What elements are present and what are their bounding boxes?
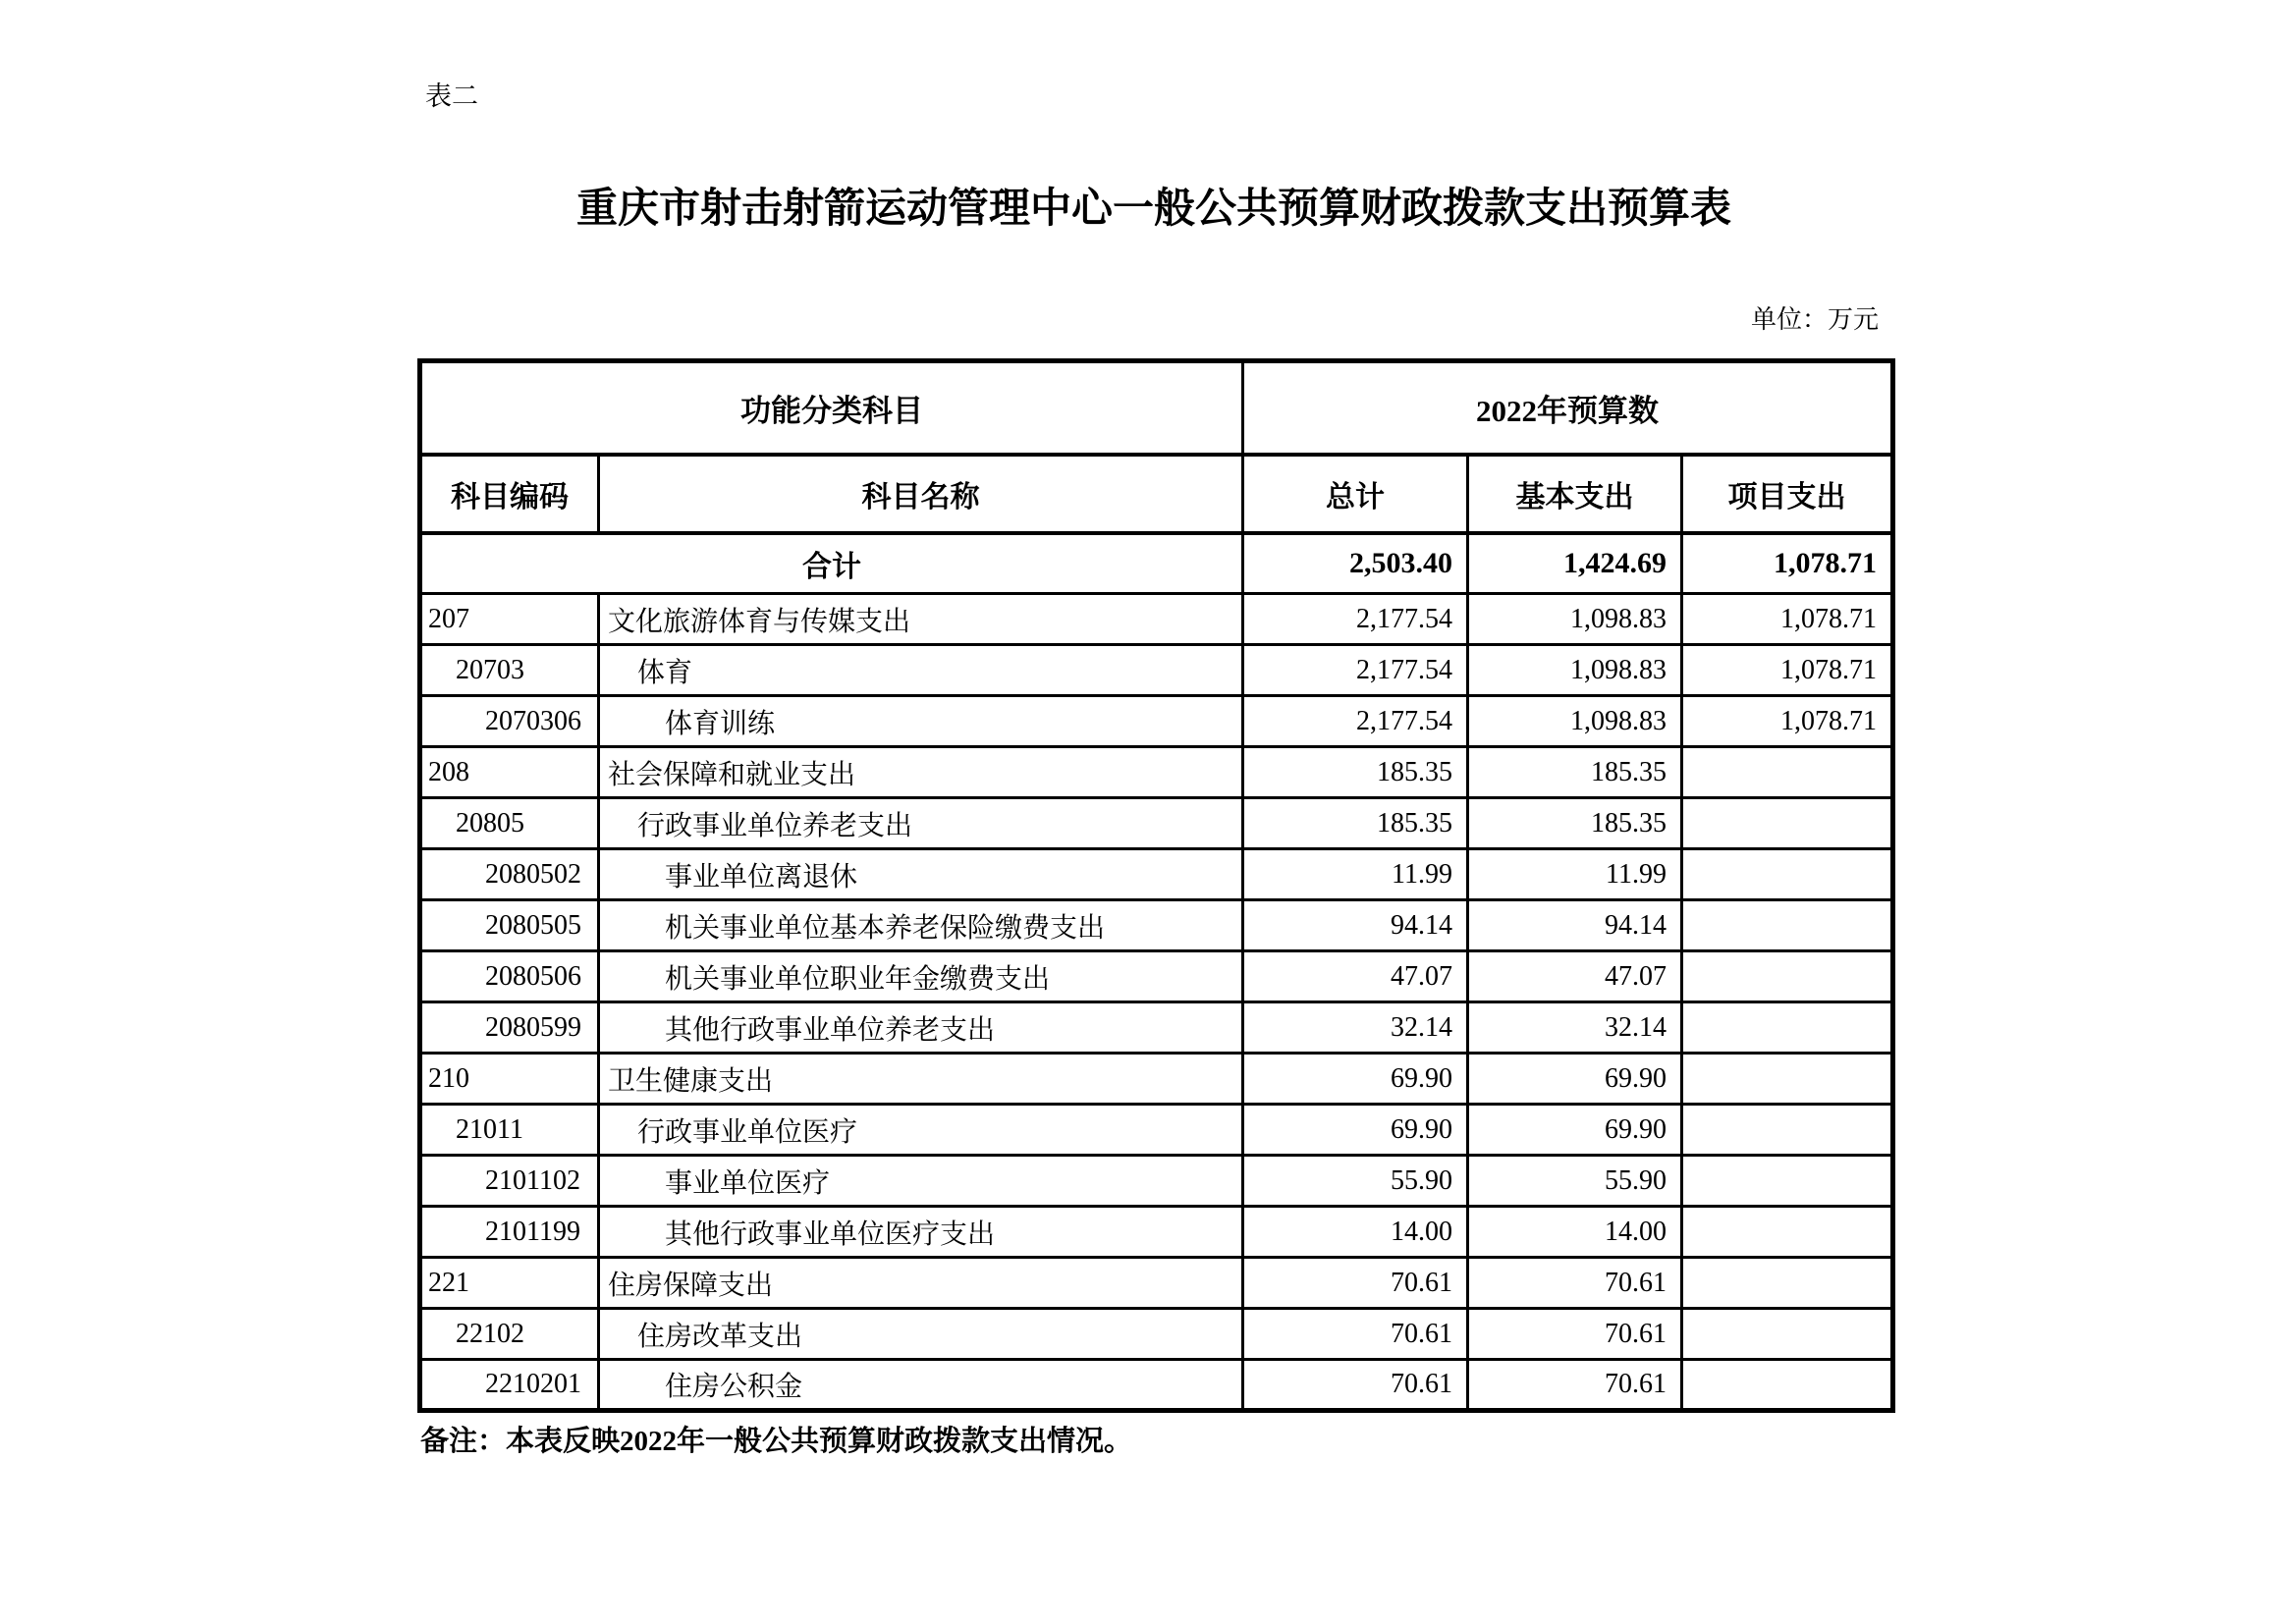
code-cell: 2101199 bbox=[420, 1207, 599, 1258]
total-cell: 70.61 bbox=[1243, 1360, 1468, 1411]
total-total-cell: 2,503.40 bbox=[1243, 533, 1468, 594]
name-cell: 行政事业单位养老支出 bbox=[599, 798, 1243, 849]
code-cell: 208 bbox=[420, 747, 599, 798]
header-project-expenditure: 项目支出 bbox=[1682, 455, 1893, 533]
basic-cell: 69.90 bbox=[1468, 1054, 1682, 1105]
project-cell bbox=[1682, 1105, 1893, 1156]
project-cell bbox=[1682, 900, 1893, 951]
project-cell bbox=[1682, 1360, 1893, 1411]
table-row bbox=[420, 1054, 1893, 1105]
unit-note: 单位：万元 bbox=[1750, 305, 1879, 334]
name-cell: 体育训练 bbox=[599, 696, 1243, 747]
project-cell bbox=[1682, 747, 1893, 798]
code-cell: 207 bbox=[420, 594, 599, 645]
table-row bbox=[420, 798, 1893, 849]
basic-cell: 185.35 bbox=[1468, 798, 1682, 849]
table-body bbox=[420, 533, 1893, 1411]
basic-cell: 69.90 bbox=[1468, 1105, 1682, 1156]
table-row bbox=[420, 1156, 1893, 1207]
basic-cell: 32.14 bbox=[1468, 1002, 1682, 1054]
table-row bbox=[420, 645, 1893, 696]
header-2022-budget: 2022年预算数 bbox=[1243, 361, 1893, 455]
table-row bbox=[420, 1309, 1893, 1360]
basic-cell: 14.00 bbox=[1468, 1207, 1682, 1258]
name-cell: 其他行政事业单位养老支出 bbox=[599, 1002, 1243, 1054]
code-cell: 2080502 bbox=[420, 849, 599, 900]
project-cell bbox=[1682, 1002, 1893, 1054]
project-cell bbox=[1682, 1054, 1893, 1105]
table-row bbox=[420, 1258, 1893, 1309]
code-cell: 2101102 bbox=[420, 1156, 599, 1207]
total-cell: 47.07 bbox=[1243, 951, 1468, 1002]
table-number-label: 表二 bbox=[425, 81, 478, 111]
project-cell bbox=[1682, 951, 1893, 1002]
basic-cell: 1,098.83 bbox=[1468, 696, 1682, 747]
header-subject-name: 科目名称 bbox=[599, 455, 1243, 533]
table-row bbox=[420, 900, 1893, 951]
project-cell: 1,078.71 bbox=[1682, 594, 1893, 645]
basic-cell: 1,098.83 bbox=[1468, 594, 1682, 645]
name-cell: 文化旅游体育与传媒支出 bbox=[599, 594, 1243, 645]
name-cell: 事业单位医疗 bbox=[599, 1156, 1243, 1207]
project-cell: 1,078.71 bbox=[1682, 696, 1893, 747]
basic-cell: 1,098.83 bbox=[1468, 645, 1682, 696]
name-cell: 社会保障和就业支出 bbox=[599, 747, 1243, 798]
code-cell: 2080505 bbox=[420, 900, 599, 951]
basic-cell: 70.61 bbox=[1468, 1258, 1682, 1309]
name-cell: 机关事业单位职业年金缴费支出 bbox=[599, 951, 1243, 1002]
total-cell: 14.00 bbox=[1243, 1207, 1468, 1258]
code-cell: 221 bbox=[420, 1258, 599, 1309]
total-cell: 70.61 bbox=[1243, 1258, 1468, 1309]
header-functional-classification: 功能分类科目 bbox=[420, 361, 1243, 455]
table-row bbox=[420, 1002, 1893, 1054]
code-cell: 21011 bbox=[420, 1105, 599, 1156]
total-cell: 185.35 bbox=[1243, 747, 1468, 798]
total-cell: 11.99 bbox=[1243, 849, 1468, 900]
name-cell: 事业单位离退休 bbox=[599, 849, 1243, 900]
total-cell: 69.90 bbox=[1243, 1105, 1468, 1156]
basic-cell: 11.99 bbox=[1468, 849, 1682, 900]
header-total: 总计 bbox=[1243, 455, 1468, 533]
name-cell: 其他行政事业单位医疗支出 bbox=[599, 1207, 1243, 1258]
table-row bbox=[420, 849, 1893, 900]
name-cell: 卫生健康支出 bbox=[599, 1054, 1243, 1105]
name-cell: 体育 bbox=[599, 645, 1243, 696]
name-cell: 行政事业单位医疗 bbox=[599, 1105, 1243, 1156]
total-cell: 55.90 bbox=[1243, 1156, 1468, 1207]
code-cell: 2210201 bbox=[420, 1360, 599, 1411]
table-row bbox=[420, 747, 1893, 798]
header-subject-code: 科目编码 bbox=[420, 455, 599, 533]
basic-cell: 55.90 bbox=[1468, 1156, 1682, 1207]
basic-cell: 47.07 bbox=[1468, 951, 1682, 1002]
header-group-row bbox=[420, 361, 1893, 455]
total-cell: 70.61 bbox=[1243, 1309, 1468, 1360]
project-cell bbox=[1682, 1309, 1893, 1360]
total-cell: 2,177.54 bbox=[1243, 696, 1468, 747]
basic-cell: 70.61 bbox=[1468, 1360, 1682, 1411]
name-cell: 机关事业单位基本养老保险缴费支出 bbox=[599, 900, 1243, 951]
project-cell bbox=[1682, 798, 1893, 849]
total-row bbox=[420, 533, 1893, 594]
project-cell: 1,078.71 bbox=[1682, 645, 1893, 696]
code-cell: 22102 bbox=[420, 1309, 599, 1360]
code-cell: 20805 bbox=[420, 798, 599, 849]
total-cell: 2,177.54 bbox=[1243, 645, 1468, 696]
basic-cell: 70.61 bbox=[1468, 1309, 1682, 1360]
document-title: 重庆市射击射箭运动管理中心一般公共预算财政拨款支出预算表 bbox=[575, 187, 1731, 232]
code-cell: 210 bbox=[420, 1054, 599, 1105]
project-cell bbox=[1682, 1258, 1893, 1309]
code-cell: 20703 bbox=[420, 645, 599, 696]
name-cell: 住房改革支出 bbox=[599, 1309, 1243, 1360]
project-cell bbox=[1682, 1156, 1893, 1207]
table-row bbox=[420, 1105, 1893, 1156]
total-cell: 69.90 bbox=[1243, 1054, 1468, 1105]
table-row bbox=[420, 1207, 1893, 1258]
project-cell bbox=[1682, 849, 1893, 900]
name-cell: 住房公积金 bbox=[599, 1360, 1243, 1411]
code-cell: 2070306 bbox=[420, 696, 599, 747]
table-row bbox=[420, 594, 1893, 645]
total-cell: 185.35 bbox=[1243, 798, 1468, 849]
table-row bbox=[420, 696, 1893, 747]
header-basic-expenditure: 基本支出 bbox=[1468, 455, 1682, 533]
basic-cell: 185.35 bbox=[1468, 747, 1682, 798]
total-basic-cell: 1,424.69 bbox=[1468, 533, 1682, 594]
total-cell: 2,177.54 bbox=[1243, 594, 1468, 645]
table-row bbox=[420, 1360, 1893, 1411]
header-column-row bbox=[420, 455, 1893, 533]
budget-table bbox=[417, 358, 1895, 1413]
project-cell bbox=[1682, 1207, 1893, 1258]
code-cell: 2080506 bbox=[420, 951, 599, 1002]
total-project-cell: 1,078.71 bbox=[1682, 533, 1893, 594]
total-label-cell: 合计 bbox=[420, 533, 1243, 594]
name-cell: 住房保障支出 bbox=[599, 1258, 1243, 1309]
footer-note: 备注：本表反映2022年一般公共预算财政拨款支出情况。 bbox=[420, 1426, 1133, 1457]
code-cell: 2080599 bbox=[420, 1002, 599, 1054]
table-row bbox=[420, 951, 1893, 1002]
total-cell: 32.14 bbox=[1243, 1002, 1468, 1054]
total-cell: 94.14 bbox=[1243, 900, 1468, 951]
basic-cell: 94.14 bbox=[1468, 900, 1682, 951]
